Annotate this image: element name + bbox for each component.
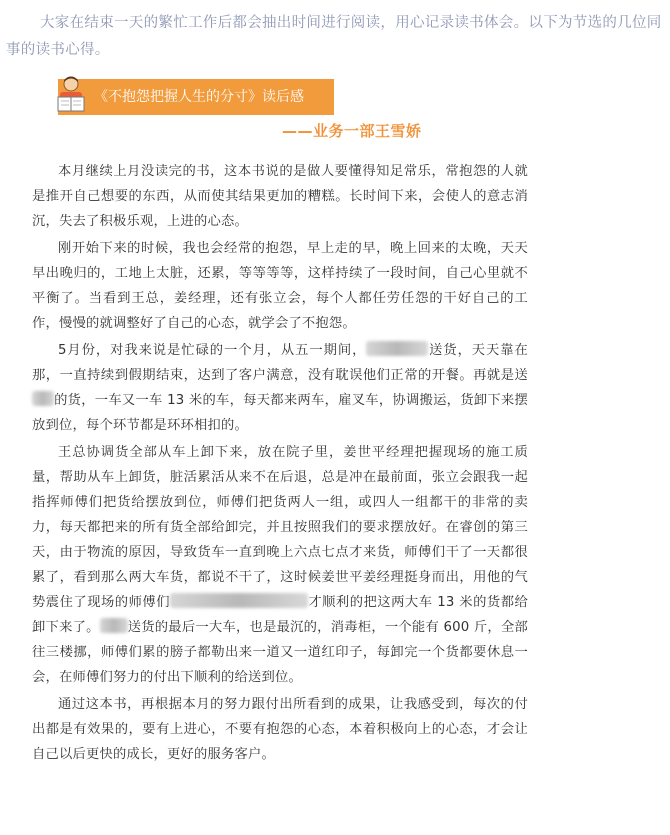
paragraph-2: 刚开始下来的时候，我也会经常的抱怨，早上走的早，晚上回来的太晚，天天早出晚归的，工地上太脏，还累，等等等等，这样持续了一段时间，自己心里就不平衡了。当看到王总，姜经理，还有张立会，每个人都任劳任怨的干好自己的工作，慢慢的就调整好了自己的心态，就学会了不抱怨。 xyxy=(32,241,528,331)
article-title-banner xyxy=(58,79,334,115)
article-title: 《不抱怨把握人生的分寸》读后感 xyxy=(94,89,304,105)
redacted-text xyxy=(100,618,128,633)
redacted-text xyxy=(170,593,308,608)
author-byline: ——业务一部王雪娇 xyxy=(282,122,422,140)
paragraph-5: 通过这本书，再根据本月的努力跟付出所看到的成果，让我感受到，每次的付出都是有效果的，要有上进心，不要有抱怨的心态，本着积极向上的心态，才会让自己以后更快的成长，更好的服务客户。 xyxy=(32,697,528,762)
paragraph-3 xyxy=(32,338,528,438)
paragraph-4-part-a: 王总协调货全部从车上卸下来，放在院子里，姜世平经理把握现场的施工质量，帮助从车上卸货，脏活累活从来不在后退，总是冲在最前面，张立会跟我一起指挥师傅们把货给摆放到位，师傅们把货两人一组，或四人一组都干的非常的卖力，每天都把来的所有货全部给卸完，并且按照我们的要求摆放好。在睿创的第三天，由于物流的原因，导致货车一直到晚上六点七点才来货，师傅们干了一天都很累了，看到那么两大车货，都说不干了，这时候姜世平姜经理挺身而出，用他的气势震住了现场的师傅们 xyxy=(32,445,528,610)
paragraph-3-part-b: 送货，天天靠在那，一直持续到假期结束，达到了客户满意，没有耽误他们正常的开餐。再就是送 xyxy=(32,343,529,383)
article-body xyxy=(32,159,528,769)
paragraph-3-part-a: 5月份，对我来说是忙碌的一个月，从五一期间， xyxy=(58,343,367,358)
redacted-text xyxy=(366,341,428,356)
paragraph-3-part-c: 的货，一车又一车 13 米的车，每天都来两车，雇叉车，协调搬运，货卸下来摆放到位，每个环节都是环环相扣的。 xyxy=(32,393,528,433)
paragraph-4-part-b: 才顺利的把这两大车 13 米的货都给卸下来了。 xyxy=(32,595,529,635)
paragraph-4-part-c: 送货的最后一大车，也是最沉的，消毒柜，一个能有 600 斤，全部往三楼挪，师傅们累的膀子都勒出来一道又一道红印子，每卸完一个货都要休息一会，在师傅们努力的付出下顺利的给送到位。 xyxy=(32,620,528,685)
paragraph-1: 本月继续上月没读完的书，这本书说的是做人要懂得知足常乐，常抱怨的人就是推开自己想要的东西，从而使其结果更加的糟糕。长时间下来，会使人的意志消沉，失去了积极乐观，上进的心态。 xyxy=(32,164,528,229)
intro-paragraph: 大家在结束一天的繁忙工作后都会抽出时间进行阅读，用心记录读书体会。以下为节选的几位同事的读书心得。 xyxy=(6,15,662,58)
reading-person-icon xyxy=(54,75,88,117)
paragraph-4 xyxy=(32,440,528,690)
redacted-text xyxy=(32,391,54,406)
